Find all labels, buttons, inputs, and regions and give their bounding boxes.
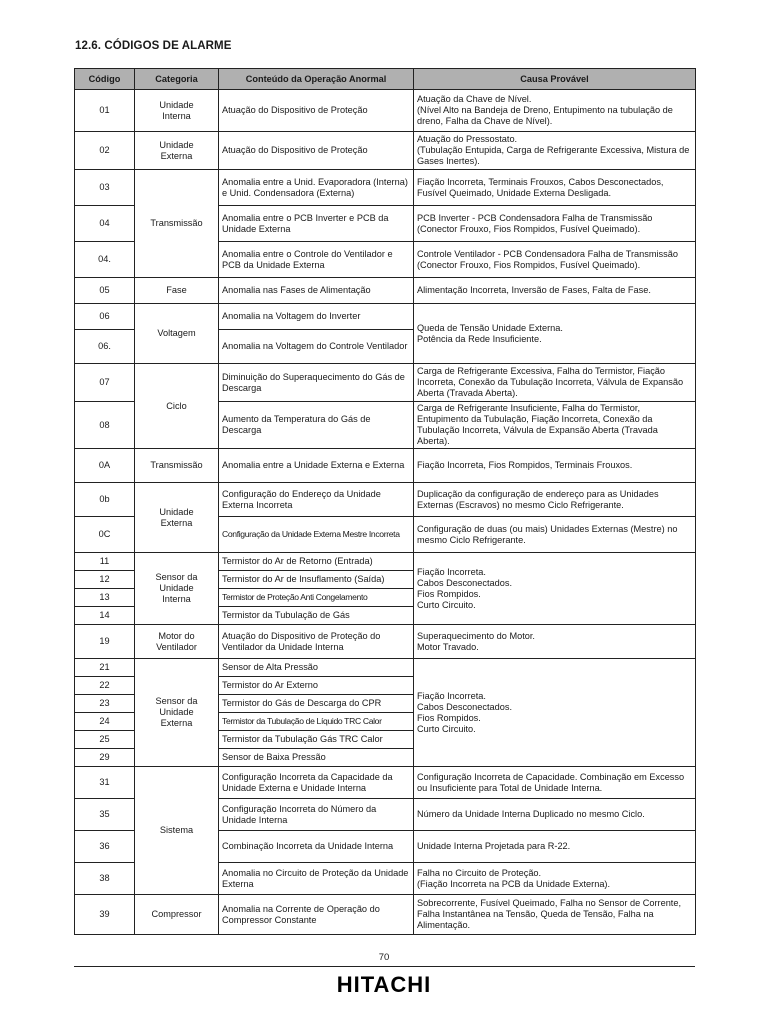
alarm-code: 06. — [75, 330, 135, 364]
alarm-code: 25 — [75, 731, 135, 749]
alarm-category: Sensor da Unidade Interna — [135, 553, 219, 625]
header-probable-cause: Causa Provável — [414, 69, 696, 90]
page-number: 70 — [378, 952, 390, 963]
probable-cause: Falha no Circuito de Proteção. (Fiação Incorreta na PCB da Unidade Externa). — [414, 863, 696, 895]
brand-logo: HITACHI — [336, 972, 432, 997]
abnormal-operation: Anomalia na Voltagem do Inverter — [219, 304, 414, 330]
abnormal-operation: Termistor do Ar Externo — [219, 677, 414, 695]
abnormal-operation: Anomalia na Corrente de Operação do Compressor Constante — [219, 895, 414, 935]
abnormal-operation: Configuração Incorreta da Capacidade da Unidade Externa e Unidade Interna — [219, 767, 414, 799]
abnormal-operation: Atuação do Dispositivo de Proteção do Ventilador da Unidade Interna — [219, 625, 414, 659]
probable-cause: Fiação Incorreta, Fios Rompidos, Terminais Frouxos. — [414, 449, 696, 483]
probable-cause: Configuração de duas (ou mais) Unidades Externas (Mestre) no mesmo Ciclo Refrigerante. — [414, 517, 696, 553]
alarm-code: 12 — [75, 571, 135, 589]
header-abnormal-operation: Conteúdo da Operação Anormal — [219, 69, 414, 90]
alarm-code: 03 — [75, 170, 135, 206]
abnormal-operation: Diminuição do Superaquecimento do Gás de Descarga — [219, 364, 414, 402]
alarm-category: Sensor da Unidade Externa — [135, 659, 219, 767]
probable-cause: PCB Inverter - PCB Condensadora Falha de Transmissão (Conector Frouxo, Fios Rompidos, Fusível Queimado). — [414, 206, 696, 242]
probable-cause: Atuação do Pressostato. (Tubulação Entupida, Carga de Refrigerante Excessiva, Mistura de Gases Inertes). — [414, 132, 696, 170]
probable-cause: Número da Unidade Interna Duplicado no mesmo Ciclo. — [414, 799, 696, 831]
table-row — [75, 132, 696, 170]
abnormal-operation: Sensor de Alta Pressão — [219, 659, 414, 677]
abnormal-operation: Anomalia entre a Unidade Externa e Externa — [219, 449, 414, 483]
abnormal-operation: Termistor de Proteção Anti Congelamento — [219, 589, 414, 607]
header-category: Categoria — [135, 69, 219, 90]
alarm-category: Unidade Externa — [135, 483, 219, 553]
alarm-code: 06 — [75, 304, 135, 330]
probable-cause: Controle Ventilador - PCB Condensadora Falha de Transmissão (Conector Frouxo, Fios Rompidos, Fusível Queimado). — [414, 242, 696, 278]
abnormal-operation: Configuração do Endereço da Unidade Externa Incorreta — [219, 483, 414, 517]
alarm-code: 0b — [75, 483, 135, 517]
alarm-code: 14 — [75, 607, 135, 625]
table-row — [75, 553, 696, 571]
alarm-code: 24 — [75, 713, 135, 731]
probable-cause: Duplicação da configuração de endereço para as Unidades Externas (Escravos) no mesmo Ciclo Refrigerante. — [414, 483, 696, 517]
alarm-code: 36 — [75, 831, 135, 863]
table-row — [75, 449, 696, 483]
alarm-code: 05 — [75, 278, 135, 304]
alarm-code: 02 — [75, 132, 135, 170]
probable-cause: Queda de Tensão Unidade Externa. Potência da Rede Insuficiente. — [414, 304, 696, 364]
probable-cause: Fiação Incorreta. Cabos Desconectados. Fios Rompidos. Curto Circuito. — [414, 553, 696, 625]
alarm-code: 19 — [75, 625, 135, 659]
abnormal-operation: Anomalia na Voltagem do Controle Ventilador — [219, 330, 414, 364]
alarm-category: Unidade Interna — [135, 90, 219, 132]
table-row — [75, 364, 696, 402]
abnormal-operation: Termistor do Ar de Retorno (Entrada) — [219, 553, 414, 571]
probable-cause: Alimentação Incorreta, Inversão de Fases, Falta de Fase. — [414, 278, 696, 304]
abnormal-operation: Combinação Incorreta da Unidade Interna — [219, 831, 414, 863]
abnormal-operation: Configuração da Unidade Externa Mestre Incorreta — [219, 517, 414, 553]
alarm-code: 01 — [75, 90, 135, 132]
abnormal-operation: Anomalia entre a Unid. Evaporadora (Interna) e Unid. Condensadora (Externa) — [219, 170, 414, 206]
footer-divider — [74, 966, 695, 967]
abnormal-operation: Configuração Incorreta do Número da Unidade Interna — [219, 799, 414, 831]
alarm-code: 0C — [75, 517, 135, 553]
table-row — [75, 90, 696, 132]
table-row — [75, 767, 696, 799]
alarm-code: 29 — [75, 749, 135, 767]
abnormal-operation: Termistor da Tubulação Gás TRC Calor — [219, 731, 414, 749]
alarm-code: 07 — [75, 364, 135, 402]
alarm-category: Ciclo — [135, 364, 219, 449]
alarm-category: Transmissão — [135, 170, 219, 278]
table-header-row — [75, 69, 696, 90]
header-code: Código — [75, 69, 135, 90]
table-row — [75, 659, 696, 677]
probable-cause: Sobrecorrente, Fusível Queimado, Falha no Sensor de Corrente, Falha Instantânea na Tensão, Queda de Tensão, Falha na Alimentação. — [414, 895, 696, 935]
probable-cause: Unidade Interna Projetada para R-22. — [414, 831, 696, 863]
alarm-category: Compressor — [135, 895, 219, 935]
section-title: 12.6. CÓDIGOS DE ALARME — [75, 40, 232, 52]
alarm-category: Transmissão — [135, 449, 219, 483]
alarm-code: 38 — [75, 863, 135, 895]
alarm-code: 08 — [75, 402, 135, 449]
alarm-code: 35 — [75, 799, 135, 831]
alarm-category: Sistema — [135, 767, 219, 895]
abnormal-operation: Termistor do Gás de Descarga do CPR — [219, 695, 414, 713]
table-row — [75, 170, 696, 206]
alarm-code: 31 — [75, 767, 135, 799]
alarm-category: Unidade Externa — [135, 132, 219, 170]
table-row — [75, 483, 696, 517]
table-row — [75, 278, 696, 304]
alarm-code: 22 — [75, 677, 135, 695]
abnormal-operation: Anomalia nas Fases de Alimentação — [219, 278, 414, 304]
alarm-category: Motor do Ventilador — [135, 625, 219, 659]
alarm-codes-table — [74, 68, 696, 935]
probable-cause: Fiação Incorreta, Terminais Frouxos, Cabos Desconectados, Fusível Queimado, Unidade Externa Desligada. — [414, 170, 696, 206]
table-row — [75, 895, 696, 935]
abnormal-operation: Termistor do Ar de Insuflamento (Saída) — [219, 571, 414, 589]
alarm-category: Fase — [135, 278, 219, 304]
probable-cause: Carga de Refrigerante Insuficiente, Falha do Termistor, Entupimento da Tubulação, Fiação Incorreta, Conexão da Tubulação Incorreta, Válvula de Expansão Aberta (Travada Aberta). — [414, 402, 696, 449]
probable-cause: Carga de Refrigerante Excessiva, Falha do Termistor, Fiação Incorreta, Conexão da Tubulação Incorreta, Válvula de Expansão Aberta (Travada Aberta). — [414, 364, 696, 402]
abnormal-operation: Atuação do Dispositivo de Proteção — [219, 90, 414, 132]
probable-cause: Configuração Incorreta de Capacidade. Combinação em Excesso ou Insuficiente para Total de Unidade Interna. — [414, 767, 696, 799]
alarm-code: 04 — [75, 206, 135, 242]
alarm-category: Voltagem — [135, 304, 219, 364]
probable-cause: Fiação Incorreta. Cabos Desconectados. Fios Rompidos. Curto Circuito. — [414, 659, 696, 767]
abnormal-operation: Anomalia no Circuito de Proteção da Unidade Externa — [219, 863, 414, 895]
abnormal-operation: Anomalia entre o Controle do Ventilador e PCB da Unidade Externa — [219, 242, 414, 278]
abnormal-operation: Aumento da Temperatura do Gás de Descarga — [219, 402, 414, 449]
alarm-code: 39 — [75, 895, 135, 935]
table-row — [75, 625, 696, 659]
alarm-code: 0A — [75, 449, 135, 483]
alarm-code: 21 — [75, 659, 135, 677]
probable-cause: Atuação da Chave de Nível. (Nível Alto na Bandeja de Dreno, Entupimento na tubulação de dreno, Falha da Chave de Nível). — [414, 90, 696, 132]
table-row — [75, 304, 696, 330]
probable-cause: Superaquecimento do Motor. Motor Travado. — [414, 625, 696, 659]
alarm-code: 23 — [75, 695, 135, 713]
abnormal-operation: Termistor da Tubulação de Líquido TRC Calor — [219, 713, 414, 731]
alarm-code: 13 — [75, 589, 135, 607]
abnormal-operation: Atuação do Dispositivo de Proteção — [219, 132, 414, 170]
alarm-code: 04. — [75, 242, 135, 278]
abnormal-operation: Termistor da Tubulação de Gás — [219, 607, 414, 625]
abnormal-operation: Sensor de Baixa Pressão — [219, 749, 414, 767]
alarm-code: 11 — [75, 553, 135, 571]
abnormal-operation: Anomalia entre o PCB Inverter e PCB da Unidade Externa — [219, 206, 414, 242]
